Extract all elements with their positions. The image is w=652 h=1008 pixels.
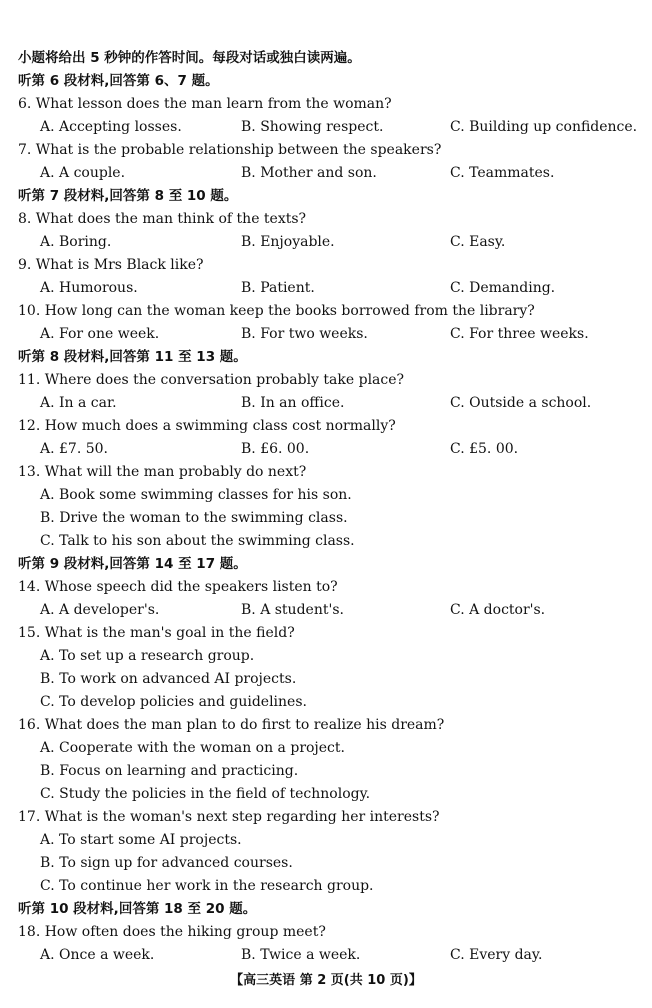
section-instruction: 听第 7 段材料,回答第 8 至 10 题。	[18, 188, 238, 204]
option-line: C. To develop policies and guidelines.	[40, 694, 307, 710]
question-text: 9. What is Mrs Black like?	[18, 257, 204, 273]
question-text: 8. What does the man think of the texts?	[18, 211, 307, 227]
option-a: A. Humorous.	[40, 280, 138, 296]
option-line: B. To sign up for advanced courses.	[40, 855, 293, 871]
option-b: B. Enjoyable.	[241, 234, 335, 250]
option-b: B. Showing respect.	[241, 119, 384, 135]
options-row	[0, 277, 652, 300]
option-b: B. A student's.	[241, 602, 344, 618]
options-row	[0, 162, 652, 185]
option-line: A. To start some AI projects.	[40, 832, 242, 848]
question-text: 14. Whose speech did the speakers listen to?	[18, 579, 338, 595]
option-b: B. Mother and son.	[241, 165, 377, 181]
option-line: B. Focus on learning and practicing.	[40, 763, 299, 779]
options-row	[0, 392, 652, 415]
question-text: 6. What lesson does the man learn from the woman?	[18, 96, 392, 112]
options-row	[0, 116, 652, 139]
option-b: B. Patient.	[241, 280, 315, 296]
option-b: B. £6. 00.	[241, 441, 310, 457]
options-row	[0, 438, 652, 461]
option-line: A. Cooperate with the woman on a project.	[40, 740, 345, 756]
option-b: B. In an office.	[241, 395, 345, 411]
option-a: A. In a car.	[40, 395, 117, 411]
option-a: A. A developer's.	[40, 602, 160, 618]
option-c: C. A doctor's.	[450, 602, 546, 618]
option-c: C. Outside a school.	[450, 395, 592, 411]
option-c: C. Building up confidence.	[450, 119, 638, 135]
option-c: C. Teammates.	[450, 165, 555, 181]
question-text: 10. How long can the woman keep the books borrowed from the library?	[18, 303, 535, 319]
option-a: A. For one week.	[40, 326, 160, 342]
option-c: C. £5. 00.	[450, 441, 519, 457]
option-line: B. Drive the woman to the swimming class.	[40, 510, 348, 526]
option-b: B. Twice a week.	[241, 947, 361, 963]
option-c: C. Demanding.	[450, 280, 556, 296]
option-line: C. To continue her work in the research group.	[40, 878, 374, 894]
question-text: 7. What is the probable relationship between the speakers?	[18, 142, 442, 158]
option-c: C. Easy.	[450, 234, 506, 250]
section-instruction: 听第 9 段材料,回答第 14 至 17 题。	[18, 556, 247, 572]
question-text: 17. What is the woman's next step regarding her interests?	[18, 809, 440, 825]
options-row	[0, 231, 652, 254]
option-a: A. Once a week.	[40, 947, 155, 963]
question-text: 16. What does the man plan to do first to realize his dream?	[18, 717, 445, 733]
option-c: C. Every day.	[450, 947, 543, 963]
option-c: C. For three weeks.	[450, 326, 589, 342]
option-a: A. Boring.	[40, 234, 112, 250]
section-instruction: 听第 8 段材料,回答第 11 至 13 题。	[18, 349, 247, 365]
section-instruction: 听第 6 段材料,回答第 6、7 题。	[18, 73, 219, 89]
section-instruction: 小题将给出 5 秒钟的作答时间。每段对话或独白读两遍。	[18, 50, 361, 66]
page-footer: 【高三英语 第 2 页(共 10 页)】	[230, 973, 422, 988]
option-a: A. £7. 50.	[40, 441, 108, 457]
option-line: A. To set up a research group.	[40, 648, 255, 664]
question-text: 13. What will the man probably do next?	[18, 464, 307, 480]
options-row	[0, 599, 652, 622]
option-b: B. For two weeks.	[241, 326, 368, 342]
option-a: A. A couple.	[40, 165, 126, 181]
question-text: 11. Where does the conversation probably take place?	[18, 372, 405, 388]
option-line: C. Study the policies in the field of technology.	[40, 786, 371, 802]
question-text: 12. How much does a swimming class cost normally?	[18, 418, 396, 434]
question-text: 15. What is the man's goal in the field?	[18, 625, 295, 641]
options-row	[0, 944, 652, 967]
option-line: B. To work on advanced AI projects.	[40, 671, 297, 687]
option-a: A. Accepting losses.	[40, 119, 182, 135]
option-line: A. Book some swimming classes for his son.	[40, 487, 352, 503]
question-text: 18. How often does the hiking group meet?	[18, 924, 326, 940]
section-instruction: 听第 10 段材料,回答第 18 至 20 题。	[18, 901, 257, 917]
option-line: C. Talk to his son about the swimming class.	[40, 533, 355, 549]
options-row	[0, 323, 652, 346]
